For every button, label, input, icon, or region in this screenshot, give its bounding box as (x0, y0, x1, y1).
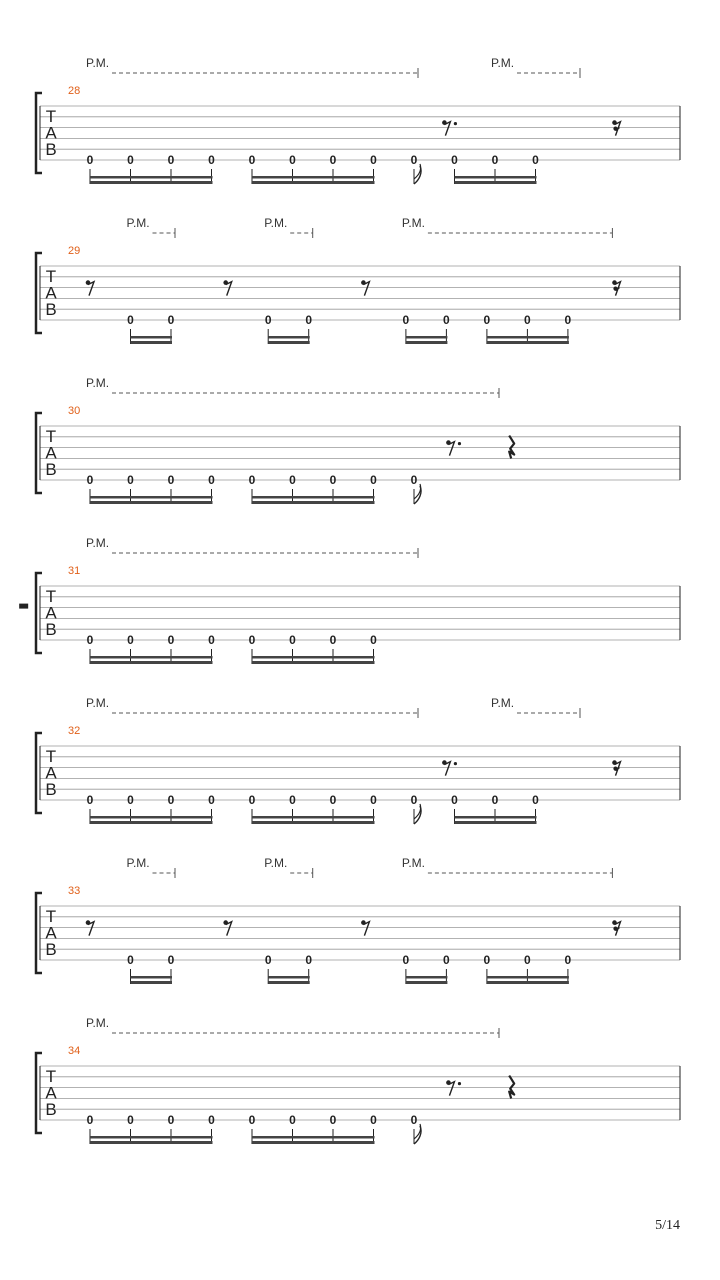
beam (487, 336, 569, 339)
palm-mute-label: P.M. (86, 56, 110, 70)
fret-number: 0 (329, 793, 337, 807)
beam (487, 341, 569, 344)
fret-number: 0 (532, 153, 539, 167)
beam (252, 1141, 375, 1144)
tab-clef-letter: A (45, 123, 57, 143)
fret-number: 0 (451, 793, 458, 807)
fret-number: 0 (410, 793, 418, 807)
fret-number: 0 (305, 953, 313, 967)
tab-clef-letter: A (45, 763, 57, 783)
quarter-rest (509, 436, 514, 459)
eighth-rest (444, 762, 450, 776)
fret-number: 0 (167, 953, 175, 967)
beam (131, 976, 173, 979)
beam (252, 816, 375, 819)
tab-clef-letter: A (45, 443, 57, 463)
tab-clef-letter: A (45, 923, 57, 943)
tab-system (36, 216, 680, 344)
tab-clef-letter: T (45, 427, 57, 446)
fret-number: 0 (370, 793, 377, 807)
tab-clef-letter: T (45, 587, 57, 606)
fret-number: 0 (329, 153, 337, 167)
beam (252, 501, 375, 504)
beam (406, 336, 448, 339)
fret-number: 0 (127, 313, 134, 327)
beam (90, 816, 213, 819)
palm-mute-label: P.M. (491, 696, 515, 710)
fret-number: 0 (402, 953, 410, 967)
fret-number: 0 (208, 633, 215, 647)
system-bracket (36, 413, 42, 493)
eighth-rest (444, 122, 450, 136)
beam (455, 181, 537, 184)
fret-number: 0 (248, 473, 256, 487)
eighth-rest (448, 1082, 454, 1096)
beam (252, 181, 375, 184)
palm-mute-label: P.M. (264, 216, 288, 230)
fret-number: 0 (264, 313, 272, 327)
tab-clef-letter: T (45, 907, 57, 926)
tab-system (36, 1016, 680, 1144)
fret-number: 0 (127, 1113, 134, 1127)
palm-mute-label: P.M. (126, 856, 150, 870)
fret-number: 0 (451, 153, 458, 167)
fret-number: 0 (410, 473, 418, 487)
palm-mute-label: P.M. (126, 216, 150, 230)
fret-number: 0 (167, 473, 175, 487)
fret-number: 0 (167, 313, 175, 327)
eighth-rest (88, 922, 94, 936)
fret-number: 0 (329, 633, 337, 647)
palm-mute-label: P.M. (86, 696, 110, 710)
fret-number: 0 (564, 953, 572, 967)
beam (455, 816, 537, 819)
tab-system (36, 696, 680, 824)
beam (252, 176, 375, 179)
fret-number: 0 (264, 953, 272, 967)
fret-number: 0 (208, 473, 215, 487)
fret-number: 0 (483, 953, 491, 967)
beam (455, 176, 537, 179)
beam (90, 501, 213, 504)
fret-number: 0 (167, 793, 175, 807)
eighth-rest (226, 922, 232, 936)
page-number: 5/14 (655, 1218, 680, 1233)
fret-number: 0 (564, 313, 572, 327)
fret-number: 0 (483, 313, 491, 327)
beam (268, 976, 310, 979)
system-bracket (36, 1053, 42, 1133)
fret-number: 0 (370, 153, 377, 167)
fret-number: 0 (167, 153, 175, 167)
tab-system (36, 376, 680, 504)
fret-number: 0 (305, 313, 313, 327)
beam (487, 981, 569, 984)
tab-clef-letter: T (45, 267, 57, 286)
tab-clef-letter: B (45, 140, 57, 159)
tab-clef-letter: A (45, 603, 57, 623)
eighth-rest (363, 922, 369, 936)
fret-number: 0 (410, 1113, 418, 1127)
palm-mute-label: P.M. (491, 56, 515, 70)
tab-clef-letter: B (45, 300, 57, 319)
tab-clef-letter: B (45, 780, 57, 799)
fret-number: 0 (208, 153, 215, 167)
palm-mute-label: P.M. (264, 856, 288, 870)
beam (252, 496, 375, 499)
beam (268, 336, 310, 339)
system-bracket (36, 573, 42, 653)
fret-number: 0 (127, 633, 134, 647)
fret-number: 0 (86, 1113, 94, 1127)
palm-mute-label: P.M. (401, 856, 426, 870)
palm-mute-label: P.M. (86, 1016, 110, 1030)
tab-clef-letter: T (45, 747, 57, 766)
fret-number: 0 (289, 1113, 296, 1127)
beam (131, 336, 173, 339)
fret-number: 0 (532, 793, 539, 807)
tab-clef-letter: T (45, 107, 57, 126)
fret-number: 0 (524, 313, 531, 327)
fret-number: 0 (86, 153, 94, 167)
eighth-rest (88, 282, 94, 296)
fret-number: 0 (443, 313, 450, 327)
beam (90, 176, 213, 179)
beam (131, 981, 173, 984)
fret-number: 0 (86, 793, 94, 807)
fret-number: 0 (248, 793, 256, 807)
beam (90, 1136, 213, 1139)
tab-clef-letter: B (45, 940, 57, 959)
beam (90, 181, 213, 184)
fret-number: 0 (248, 1113, 256, 1127)
eighth-rest (363, 282, 369, 296)
beam (406, 981, 448, 984)
fret-number: 0 (524, 953, 531, 967)
tab-system (36, 56, 680, 184)
system-bracket (36, 733, 42, 813)
beam (90, 496, 213, 499)
beam (252, 1136, 375, 1139)
beam (90, 661, 213, 664)
fret-number: 0 (289, 793, 296, 807)
beam (487, 976, 569, 979)
tab-system (19, 536, 680, 664)
system-bracket (36, 893, 42, 973)
fret-number: 0 (370, 633, 377, 647)
fret-number: 0 (248, 153, 256, 167)
fret-number: 0 (289, 473, 296, 487)
tab-clef-letter: A (45, 283, 57, 303)
system-bracket (36, 253, 42, 333)
fret-number: 0 (86, 633, 94, 647)
measure-number: 33 (68, 885, 81, 897)
tab-clef-letter: B (45, 460, 57, 479)
augmentation-dot (458, 1082, 461, 1085)
measure-number: 34 (68, 1045, 81, 1057)
fret-number: 0 (370, 1113, 377, 1127)
palm-mute-label: P.M. (401, 216, 426, 230)
palm-mute-label: P.M. (86, 376, 110, 390)
fret-number: 0 (443, 953, 450, 967)
fret-number: 0 (289, 153, 296, 167)
beam (90, 656, 213, 659)
measure-number: 29 (68, 245, 81, 257)
measure-number: 32 (68, 725, 81, 737)
beam (90, 821, 213, 824)
tab-clef-letter: B (45, 1100, 57, 1119)
augmentation-dot (454, 122, 457, 125)
eighth-rest (448, 442, 454, 456)
beam (131, 341, 173, 344)
tab-system (36, 856, 680, 984)
fret-number: 0 (410, 153, 418, 167)
beam (268, 981, 310, 984)
fret-number: 0 (127, 953, 134, 967)
fret-number: 0 (167, 633, 175, 647)
eighth-rest (226, 282, 232, 296)
system-bracket (36, 93, 42, 173)
measure-number: 31 (68, 565, 81, 577)
fret-number: 0 (491, 793, 499, 807)
fret-number: 0 (208, 793, 215, 807)
fret-number: 0 (329, 1113, 337, 1127)
fret-number: 0 (127, 473, 134, 487)
tab-clef-letter: B (45, 620, 57, 639)
fret-number: 0 (491, 153, 499, 167)
measure-number: 30 (68, 405, 81, 417)
beam (406, 976, 448, 979)
fret-number: 0 (208, 1113, 215, 1127)
fret-number: 0 (127, 153, 134, 167)
quarter-rest (509, 1076, 514, 1099)
tab-clef-letter: A (45, 1083, 57, 1103)
tab-clef-letter: T (45, 1067, 57, 1086)
fret-number: 0 (167, 1113, 175, 1127)
beam (252, 656, 375, 659)
measure-number: 28 (68, 85, 81, 97)
fret-number: 0 (289, 633, 296, 647)
beam (455, 821, 537, 824)
augmentation-dot (454, 762, 457, 765)
fret-number: 0 (370, 473, 377, 487)
beam (268, 341, 310, 344)
beam (90, 1141, 213, 1144)
augmentation-dot (458, 442, 461, 445)
beam (252, 661, 375, 664)
fret-number: 0 (86, 473, 94, 487)
fret-number: 0 (248, 633, 256, 647)
fret-number: 0 (127, 793, 134, 807)
beam (406, 341, 448, 344)
palm-mute-label: P.M. (86, 536, 110, 550)
fret-number: 0 (329, 473, 337, 487)
half-rest (19, 604, 28, 609)
beam (252, 821, 375, 824)
fret-number: 0 (402, 313, 410, 327)
